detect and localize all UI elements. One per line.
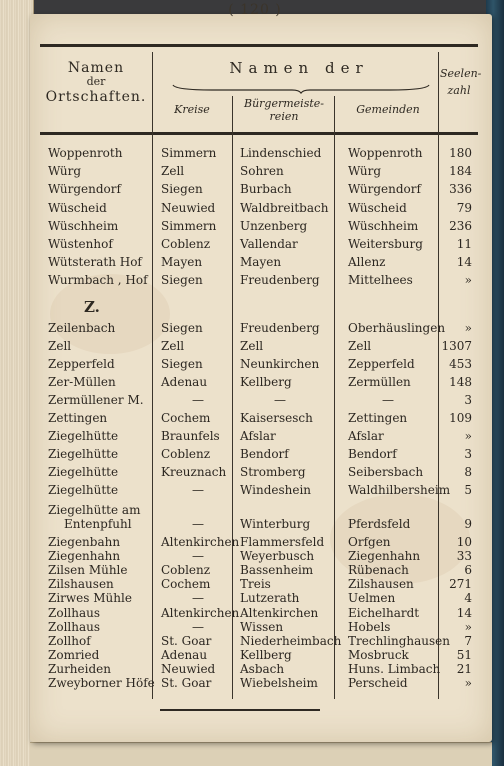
table-row bbox=[40, 182, 478, 199]
ortschaft-cell: Zell bbox=[48, 339, 72, 353]
seelenzahl-cell: 51 bbox=[456, 647, 472, 662]
seelenzahl-cell: 6 bbox=[464, 563, 472, 578]
gemeinde-cell: Würg bbox=[348, 164, 381, 179]
buergermeisterei-cell: Waldbreitbach bbox=[240, 200, 329, 215]
table-row bbox=[40, 164, 478, 181]
seelenzahl-cell: 14 bbox=[456, 605, 472, 620]
seelenzahl-cell: 148 bbox=[449, 375, 472, 389]
gemeinde-cell: Ziegenhahn bbox=[348, 549, 421, 564]
ortschaft-cell: Zer-Müllen bbox=[48, 375, 116, 389]
seelenzahl-cell: 79 bbox=[456, 200, 472, 215]
gemeinde-cell: Orfgen bbox=[348, 535, 391, 549]
seelenzahl-cell: 10 bbox=[456, 535, 472, 549]
ortschaft-cell: Zilsen Mühle bbox=[48, 563, 128, 578]
gemeinde-cell: Zermüllen bbox=[348, 375, 411, 389]
kreis-cell: Coblenz bbox=[161, 447, 211, 461]
table-row bbox=[40, 676, 478, 693]
kreis-cell: Adenau bbox=[161, 647, 208, 662]
ortschaft-cell: Zollhaus bbox=[48, 619, 101, 634]
seelenzahl-cell: 271 bbox=[449, 577, 472, 592]
seelenzahl-cell: 21 bbox=[456, 661, 472, 676]
table-row bbox=[40, 517, 478, 534]
gemeinde-cell: Wüscheid bbox=[348, 200, 407, 215]
buergermeisterei-cell: Wissen bbox=[240, 619, 284, 634]
header-gemeinden: Gemeinden bbox=[356, 103, 420, 116]
kreis-cell: Simmern bbox=[161, 218, 217, 233]
seelenzahl-cell: » bbox=[464, 676, 472, 690]
seelenzahl-cell: 453 bbox=[449, 357, 472, 371]
table-row bbox=[40, 219, 478, 236]
seelenzahl-cell: 14 bbox=[456, 255, 472, 270]
seelenzahl-cell: 7 bbox=[464, 633, 472, 648]
gemeinde-cell: Allenz bbox=[348, 255, 386, 270]
page-number: ( 120 ) bbox=[228, 2, 282, 18]
gemeinde-cell: Mosbruck bbox=[348, 647, 409, 662]
seelenzahl-cell: 236 bbox=[449, 218, 472, 233]
kreis-cell: Cochem bbox=[161, 577, 211, 592]
ortschaft-cell: Ziegenbahn bbox=[48, 535, 121, 549]
kreis-cell: Siegen bbox=[161, 273, 203, 288]
ortschaft-cell: Zilshausen bbox=[48, 577, 114, 592]
buergermeisterei-cell: Neunkirchen bbox=[240, 357, 320, 371]
ortschaft-cell: Ziegelhütte bbox=[48, 465, 119, 479]
gemeinde-cell: Trechlinghausen bbox=[348, 633, 450, 648]
gemeinde-cell: Waldhilbersheim bbox=[348, 483, 451, 497]
seelenzahl-cell: 8 bbox=[464, 465, 472, 479]
seelenzahl-cell: 11 bbox=[456, 237, 472, 251]
ortschaft-cell: Zettingen bbox=[48, 411, 108, 425]
table-row bbox=[40, 357, 478, 374]
gemeinde-cell: Würgendorf bbox=[348, 182, 421, 197]
buergermeisterei-cell: Stromberg bbox=[240, 465, 306, 479]
buergermeisterei-cell: Unzenberg bbox=[240, 218, 308, 233]
header-kreise: Kreise bbox=[174, 103, 210, 116]
table-row bbox=[40, 411, 478, 428]
kreis-cell: Zell bbox=[161, 164, 185, 179]
ortschaft-cell: Würg bbox=[48, 164, 81, 179]
buergermeisterei-cell: Niederheimbach bbox=[240, 633, 342, 648]
kreis-cell: Adenau bbox=[161, 375, 208, 389]
buergermeisterei-cell: Lutzerath bbox=[240, 591, 300, 606]
kreis-cell: — bbox=[192, 619, 204, 634]
buergermeisterei-cell: — bbox=[274, 393, 286, 407]
ortschaft-cell: Ziegenhahn bbox=[48, 549, 121, 564]
kreis-cell: Neuwied bbox=[161, 661, 216, 676]
ortschaft-cell: Wüschheim bbox=[48, 218, 119, 233]
buergermeisterei-cell: Freudenberg bbox=[240, 273, 320, 288]
seelenzahl-cell: 9 bbox=[464, 517, 472, 531]
book-binding-left bbox=[0, 0, 34, 766]
seelenzahl-cell: 33 bbox=[456, 549, 472, 564]
buergermeisterei-cell: Altenkirchen bbox=[240, 605, 319, 620]
ortschaft-cell: Woppenroth bbox=[48, 146, 123, 160]
ortschaft-cell: Zepperfeld bbox=[48, 357, 115, 371]
header-namen-der: Namen der bbox=[229, 59, 369, 77]
buergermeisterei-cell: Burbach bbox=[240, 182, 292, 197]
footer-rule bbox=[160, 709, 320, 711]
gemeinde-cell: Woppenroth bbox=[348, 146, 423, 160]
header-rule-top bbox=[40, 44, 478, 47]
gemeinde-cell: Eichelhardt bbox=[348, 605, 420, 620]
gemeinde-cell: Mittelhees bbox=[348, 273, 413, 288]
buergermeisterei-cell: Kellberg bbox=[240, 647, 292, 662]
seelenzahl-cell: 5 bbox=[464, 483, 472, 497]
kreis-cell: Cochem bbox=[161, 411, 211, 425]
header-rule-bottom bbox=[40, 132, 478, 135]
kreis-cell: — bbox=[192, 549, 204, 564]
kreis-cell: — bbox=[192, 591, 204, 606]
kreis-cell: Mayen bbox=[161, 255, 203, 270]
seelenzahl-cell: 4 bbox=[464, 591, 472, 606]
ortschaft-cell: Zomried bbox=[48, 647, 100, 662]
table-row bbox=[40, 255, 478, 272]
page-edge-bottom bbox=[30, 742, 492, 766]
buergermeisterei-cell: Winterburg bbox=[240, 517, 311, 531]
ortschaft-cell: Zweyborner Höfe bbox=[48, 676, 155, 690]
gemeinde-cell: Hobels bbox=[348, 619, 391, 634]
header-buergermeistereien: Bürgermeiste- reien bbox=[244, 97, 324, 123]
ortschaft-cell: Wurmbach , Hof bbox=[48, 273, 148, 288]
buergermeisterei-cell: Mayen bbox=[240, 255, 282, 270]
kreis-cell: Braunfels bbox=[161, 429, 220, 443]
kreis-cell: Coblenz bbox=[161, 237, 211, 251]
kreis-cell: — bbox=[192, 517, 204, 531]
kreis-cell: Siegen bbox=[161, 321, 203, 335]
header-ortschaften: Namen der Ortschaften. bbox=[45, 60, 147, 105]
buergermeisterei-cell: Zell bbox=[240, 339, 264, 353]
kreis-cell: St. Goar bbox=[161, 676, 212, 690]
gemeinde-cell: Zell bbox=[348, 339, 372, 353]
seelenzahl-cell: » bbox=[464, 273, 472, 288]
kreis-cell: — bbox=[192, 483, 204, 497]
table-row bbox=[40, 201, 478, 218]
seelenzahl-cell: » bbox=[464, 429, 472, 443]
ortschaft-cell: Ziegelhütte am bbox=[48, 503, 141, 517]
buergermeisterei-cell: Lindenschied bbox=[240, 146, 322, 160]
table-row bbox=[40, 465, 478, 482]
ortschaft-cell: Wüscheid bbox=[48, 200, 107, 215]
gemeinde-cell: — bbox=[382, 393, 394, 407]
ortschaft-cell: Zeilenbach bbox=[48, 321, 116, 335]
table-row bbox=[40, 237, 478, 254]
kreis-cell: Altenkirchen bbox=[161, 605, 240, 620]
gemeinde-cell: Zilshausen bbox=[348, 577, 414, 592]
ortschaft-cell: Zollhof bbox=[48, 633, 91, 648]
gemeinde-cell: Weitersburg bbox=[348, 237, 423, 251]
kreis-cell: Zell bbox=[161, 339, 185, 353]
buergermeisterei-cell: Flammersfeld bbox=[240, 535, 325, 549]
table-row bbox=[40, 321, 478, 338]
table-row bbox=[40, 273, 478, 290]
ortschaft-cell: Zirwes Mühle bbox=[48, 591, 132, 606]
kreis-cell: Simmern bbox=[161, 146, 217, 160]
ortschaft-cell: Zollhaus bbox=[48, 605, 101, 620]
buergermeisterei-cell: Windeshein bbox=[240, 483, 312, 497]
seelenzahl-cell: 109 bbox=[449, 411, 472, 425]
buergermeisterei-cell: Bassenheim bbox=[240, 563, 314, 578]
buergermeisterei-cell: Asbach bbox=[240, 661, 285, 676]
section-heading-z: Z. bbox=[84, 298, 100, 316]
gemeinde-cell: Zepperfeld bbox=[348, 357, 415, 371]
header-seelenzahl: Seelen- zahl bbox=[440, 67, 482, 97]
kreis-cell: Coblenz bbox=[161, 563, 211, 578]
gemeinde-cell: Uelmen bbox=[348, 591, 396, 606]
seelenzahl-cell: 3 bbox=[464, 447, 472, 461]
seelenzahl-cell: 3 bbox=[464, 393, 472, 407]
gemeinde-cell: Wüschheim bbox=[348, 218, 419, 233]
seelenzahl-cell: 336 bbox=[449, 182, 472, 197]
buergermeisterei-cell: Afslar bbox=[240, 429, 276, 443]
header-brace bbox=[172, 84, 430, 94]
ortschaft-cell: Würgendorf bbox=[48, 182, 121, 197]
gemeinde-cell: Zettingen bbox=[348, 411, 408, 425]
buergermeisterei-cell: Treis bbox=[240, 577, 271, 592]
ortschaft-cell: Entenpfuhl bbox=[64, 517, 132, 531]
buergermeisterei-cell: Vallendar bbox=[240, 237, 298, 251]
seelenzahl-cell: 184 bbox=[449, 164, 472, 179]
table-row bbox=[40, 146, 478, 163]
ortschaft-cell: Zermüllener M. bbox=[48, 393, 144, 407]
seelenzahl-cell: 180 bbox=[449, 146, 472, 160]
table-row bbox=[40, 447, 478, 464]
kreis-cell: Kreuznach bbox=[161, 465, 227, 479]
ortschaft-cell: Wüstenhof bbox=[48, 237, 113, 251]
buergermeisterei-cell: Wiebelsheim bbox=[240, 676, 318, 690]
kreis-cell: St. Goar bbox=[161, 633, 212, 648]
gemeinde-cell: Oberhäuslingen bbox=[348, 321, 446, 335]
kreis-cell: Neuwied bbox=[161, 200, 216, 215]
gemeinde-cell: Seibersbach bbox=[348, 465, 424, 479]
ortschaft-cell: Ziegelhütte bbox=[48, 429, 119, 443]
gemeinde-cell: Rübenach bbox=[348, 563, 409, 578]
seelenzahl-cell: » bbox=[464, 321, 472, 335]
table-row bbox=[40, 393, 478, 410]
kreis-cell: — bbox=[192, 393, 204, 407]
gemeinde-cell: Pferdsfeld bbox=[348, 517, 411, 531]
buergermeisterei-cell: Kaisersesch bbox=[240, 411, 313, 425]
seelenzahl-cell: » bbox=[464, 619, 472, 634]
buergermeisterei-cell: Freudenberg bbox=[240, 321, 320, 335]
gemeinde-cell: Huns. Limbach bbox=[348, 661, 441, 676]
kreis-cell: Siegen bbox=[161, 182, 203, 197]
ortschaft-cell: Zurheiden bbox=[48, 661, 111, 676]
gemeinde-cell: Perscheid bbox=[348, 676, 408, 690]
table-row bbox=[40, 339, 478, 356]
kreis-cell: Siegen bbox=[161, 357, 203, 371]
buergermeisterei-cell: Bendorf bbox=[240, 447, 289, 461]
buergermeisterei-cell: Kellberg bbox=[240, 375, 292, 389]
ortschaft-cell: Ziegelhütte bbox=[48, 483, 119, 497]
table-row bbox=[40, 483, 478, 500]
kreis-cell: Altenkirchen bbox=[161, 535, 240, 549]
gemeinde-cell: Afslar bbox=[348, 429, 384, 443]
buergermeisterei-cell: Sohren bbox=[240, 164, 284, 179]
seelenzahl-cell: 1307 bbox=[441, 339, 472, 353]
gemeinde-cell: Bendorf bbox=[348, 447, 397, 461]
ortschaft-cell: Wütsterath Hof bbox=[48, 255, 142, 270]
table-row bbox=[40, 375, 478, 392]
ortschaft-cell: Ziegelhütte bbox=[48, 447, 119, 461]
buergermeisterei-cell: Weyerbusch bbox=[240, 549, 315, 564]
table-row bbox=[40, 429, 478, 446]
